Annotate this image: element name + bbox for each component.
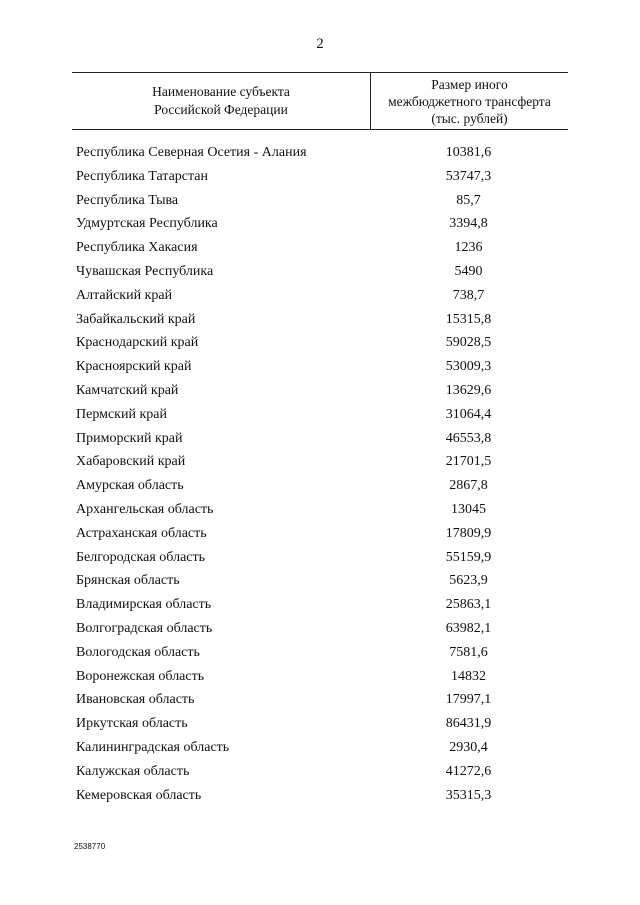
transfer-amount: 86431,9 [445, 716, 492, 732]
transfer-amount: 31064,4 [445, 406, 492, 422]
table-row [76, 641, 568, 665]
transfer-amount: 1236 [454, 240, 483, 256]
header-cell-subject [72, 73, 370, 129]
transfer-amount: 15315,8 [445, 311, 492, 327]
table-row [76, 784, 568, 808]
subject-name: Владимирская область [76, 597, 212, 613]
table-row [76, 355, 568, 379]
subject-name: Камчатский край [76, 382, 179, 398]
table-header [72, 72, 568, 130]
table-row [76, 665, 568, 689]
subject-name: Алтайский край [76, 287, 173, 303]
subject-name: Хабаровский край [76, 454, 186, 470]
table-row [76, 141, 568, 165]
subject-name: Амурская область [76, 478, 184, 494]
transfer-amount: 53747,3 [445, 168, 492, 184]
subject-name: Красноярский край [76, 359, 192, 375]
table-row [76, 712, 568, 736]
subject-name: Иркутская область [76, 716, 188, 732]
table-row [76, 403, 568, 427]
transfer-amount: 3394,8 [449, 216, 488, 232]
transfer-amount: 41272,6 [445, 763, 492, 779]
table-body [76, 141, 568, 807]
table-row [76, 522, 568, 546]
transfer-amount: 13629,6 [445, 382, 492, 398]
subject-name: Брянская область [76, 573, 180, 589]
transfer-amount: 5623,9 [449, 573, 488, 589]
transfer-amount: 2930,4 [449, 739, 488, 755]
table-row [76, 498, 568, 522]
transfer-amount: 14832 [451, 668, 486, 684]
table-row [76, 308, 568, 332]
subject-name: Калининградская область [76, 739, 230, 755]
subject-name: Волгоградская область [76, 620, 213, 636]
subject-name: Республика Хакасия [76, 240, 198, 256]
transfer-amount: 10381,6 [445, 145, 492, 160]
table-row [76, 593, 568, 617]
header-amount-label: Размер иного межбюджетного трансферта (тыс. рублей) [388, 76, 551, 126]
subject-name: Кемеровская область [76, 787, 202, 803]
table-row [76, 546, 568, 570]
table-row [76, 617, 568, 641]
transfer-amount: 59028,5 [445, 335, 492, 351]
subject-name: Ивановская область [76, 692, 195, 708]
table-row [76, 165, 568, 189]
subject-name: Воронежская область [76, 668, 205, 684]
subject-name: Краснодарский край [76, 335, 199, 351]
transfer-amount: 53009,3 [445, 359, 492, 375]
subject-name: Пермский край [76, 406, 167, 422]
subject-name: Архангельская область [76, 501, 214, 517]
document-code: 2538770 [74, 842, 106, 851]
subject-name: Республика Татарстан [76, 168, 209, 184]
transfer-amount: 55159,9 [445, 549, 492, 565]
transfer-amount: 21701,5 [445, 454, 492, 470]
subject-name: Чувашская Республика [76, 263, 214, 279]
transfer-amount: 7581,6 [449, 644, 488, 660]
table-row [76, 260, 568, 284]
table-row [76, 284, 568, 308]
subject-name: Удмуртская Республика [76, 216, 218, 232]
header-subject-label: Наименование субъекта Российской Федерации [152, 84, 290, 117]
subject-name: Приморский край [76, 430, 183, 446]
table-row [76, 379, 568, 403]
transfer-amount: 85,7 [456, 192, 481, 208]
transfer-amount: 35315,3 [445, 787, 492, 803]
table-row [76, 450, 568, 474]
subject-name: Республика Тыва [76, 192, 179, 208]
table-row [76, 569, 568, 593]
table-row [76, 760, 568, 784]
transfer-amount: 13045 [451, 501, 486, 517]
subject-name: Астраханская область [76, 525, 207, 541]
header-cell-amount [371, 73, 568, 129]
subject-name: Калужская область [76, 763, 190, 779]
page-number: 2 [316, 36, 324, 52]
table-row [76, 688, 568, 712]
transfer-amount: 5490 [454, 263, 483, 279]
transfer-amount: 17997,1 [445, 692, 492, 708]
subject-name: Забайкальский край [76, 311, 196, 327]
table-row [76, 736, 568, 760]
subject-name: Белгородская область [76, 549, 206, 565]
transfer-amount: 46553,8 [445, 430, 492, 446]
transfer-amount: 738,7 [452, 287, 485, 303]
table-row [76, 236, 568, 260]
table-row [76, 427, 568, 451]
table-row [76, 331, 568, 355]
transfer-amount: 63982,1 [445, 620, 492, 636]
table-row [76, 189, 568, 213]
transfer-amount: 2867,8 [449, 478, 488, 494]
table-row [76, 212, 568, 236]
table-row [76, 474, 568, 498]
transfer-amount: 17809,9 [445, 525, 492, 541]
transfer-amount: 25863,1 [445, 597, 492, 613]
subject-name: Республика Северная Осетия - Алания [76, 145, 307, 160]
subject-name: Вологодская область [76, 644, 200, 660]
